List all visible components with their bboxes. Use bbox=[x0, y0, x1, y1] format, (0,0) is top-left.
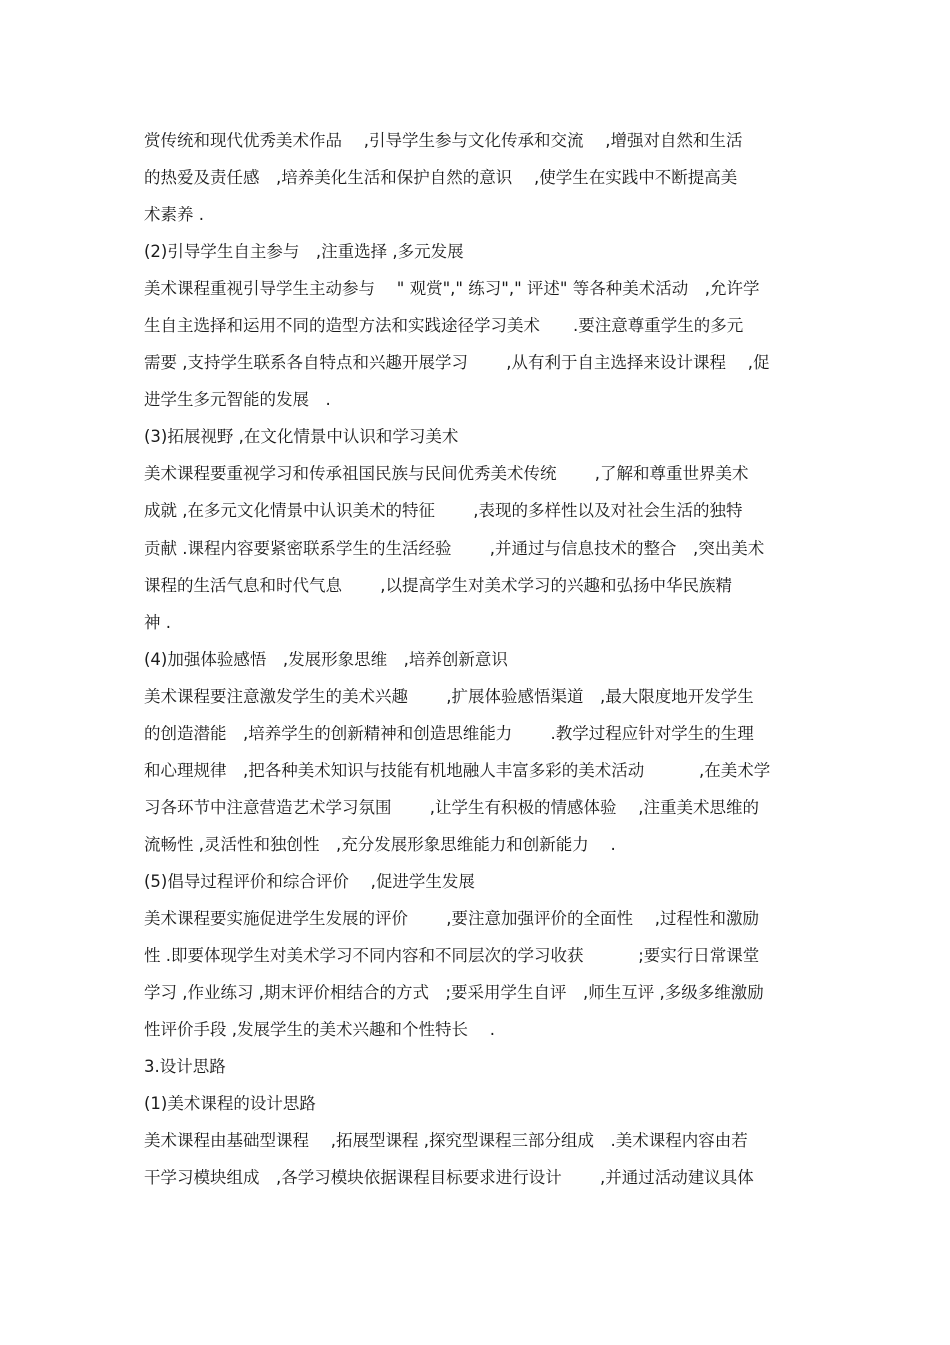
section-heading: (5)倡导过程评价和综合评价 ,促进学生发展 bbox=[144, 871, 475, 891]
text-line: 美术课程要重视学习和传承祖国民族与民间优秀美术传统 ,了解和尊重世界美术 bbox=[144, 464, 749, 484]
section-heading: (3)拓展视野 ,在文化情景中认识和学习美术 bbox=[144, 427, 459, 447]
text-line: 生自主选择和运用不同的造型方法和实践途径学习美术 .要注意尊重学生的多元 bbox=[144, 316, 744, 336]
text-line: 贡献 .课程内容要紧密联系学生的生活经验 ,并通过与信息技术的整合 ,突出美术 bbox=[144, 538, 765, 558]
text-line: 美术课程由基础型课程 ,拓展型课程 ,探究型课程三部分组成 .美术课程内容由若 bbox=[144, 1131, 748, 1151]
text-line: 学习 ,作业练习 ,期末评价相结合的方式 ;要采用学生自评 ,师生互评 ,多级多维激励 bbox=[144, 983, 764, 1003]
text-line: 美术课程要实施促进学生发展的评价 ,要注意加强评价的全面性 ,过程性和激励 bbox=[144, 908, 759, 928]
section-heading: 3.设计思路 bbox=[144, 1057, 226, 1077]
text-line: 术素养 . bbox=[144, 205, 204, 225]
text-line: 习各环节中注意营造艺术学习氛围 ,让学生有积极的情感体验 ,注重美术思维的 bbox=[144, 797, 759, 817]
text-line: 课程的生活气息和时代气息 ,以提高学生对美术学习的兴趣和弘扬中华民族精 bbox=[144, 575, 732, 595]
section-heading: (1)美术课程的设计思路 bbox=[144, 1094, 316, 1114]
text-line: 美术课程重视引导学生主动参与 " 观赏"," 练习"," 评述" 等各种美术活动 ,允许学 bbox=[144, 279, 760, 299]
text-line: 和心理规律 ,把各种美术知识与技能有机地融人丰富多彩的美术活动 ,在美术学 bbox=[144, 760, 771, 780]
text-line: 干学习模块组成 ,各学习模块依据课程目标要求进行设计 ,并通过活动建议具体 bbox=[144, 1168, 754, 1188]
text-line: 的创造潜能 ,培养学生的创新精神和创造思维能力 .教学过程应针对学生的生理 bbox=[144, 723, 754, 743]
text-line: 神 . bbox=[144, 612, 171, 632]
section-heading: (4)加强体验感悟 ,发展形象思维 ,培养创新意识 bbox=[144, 649, 508, 669]
text-line: 成就 ,在多元文化情景中认识美术的特征 ,表现的多样性以及对社会生活的独特 bbox=[144, 501, 743, 521]
text-line: 性 .即要体现学生对美术学习不同内容和不同层次的学习收获 ;要实行日常课堂 bbox=[144, 946, 760, 966]
text-line: 的热爱及责任感 ,培养美化生活和保护自然的意识 ,使学生在实践中不断提高美 bbox=[144, 168, 738, 188]
text-line: 进学生多元智能的发展 . bbox=[144, 390, 331, 410]
text-line: 赏传统和现代优秀美术作品 ,引导学生参与文化传承和交流 ,增强对自然和生活 bbox=[144, 131, 743, 150]
body-text bbox=[144, 122, 814, 1196]
text-line: 美术课程要注意激发学生的美术兴趣 ,扩展体验感悟渠道 ,最大限度地开发学生 bbox=[144, 686, 754, 706]
section-heading: (2)引导学生自主参与 ,注重选择 ,多元发展 bbox=[144, 242, 464, 262]
text-line: 流畅性 ,灵活性和独创性 ,充分发展形象思维能力和创新能力 . bbox=[144, 834, 616, 854]
text-line: 性评价手段 ,发展学生的美术兴趣和个性特长 . bbox=[144, 1020, 495, 1040]
text-line: 需要 ,支持学生联系各自特点和兴趣开展学习 ,从有利于自主选择来设计课程 ,促 bbox=[144, 353, 770, 373]
